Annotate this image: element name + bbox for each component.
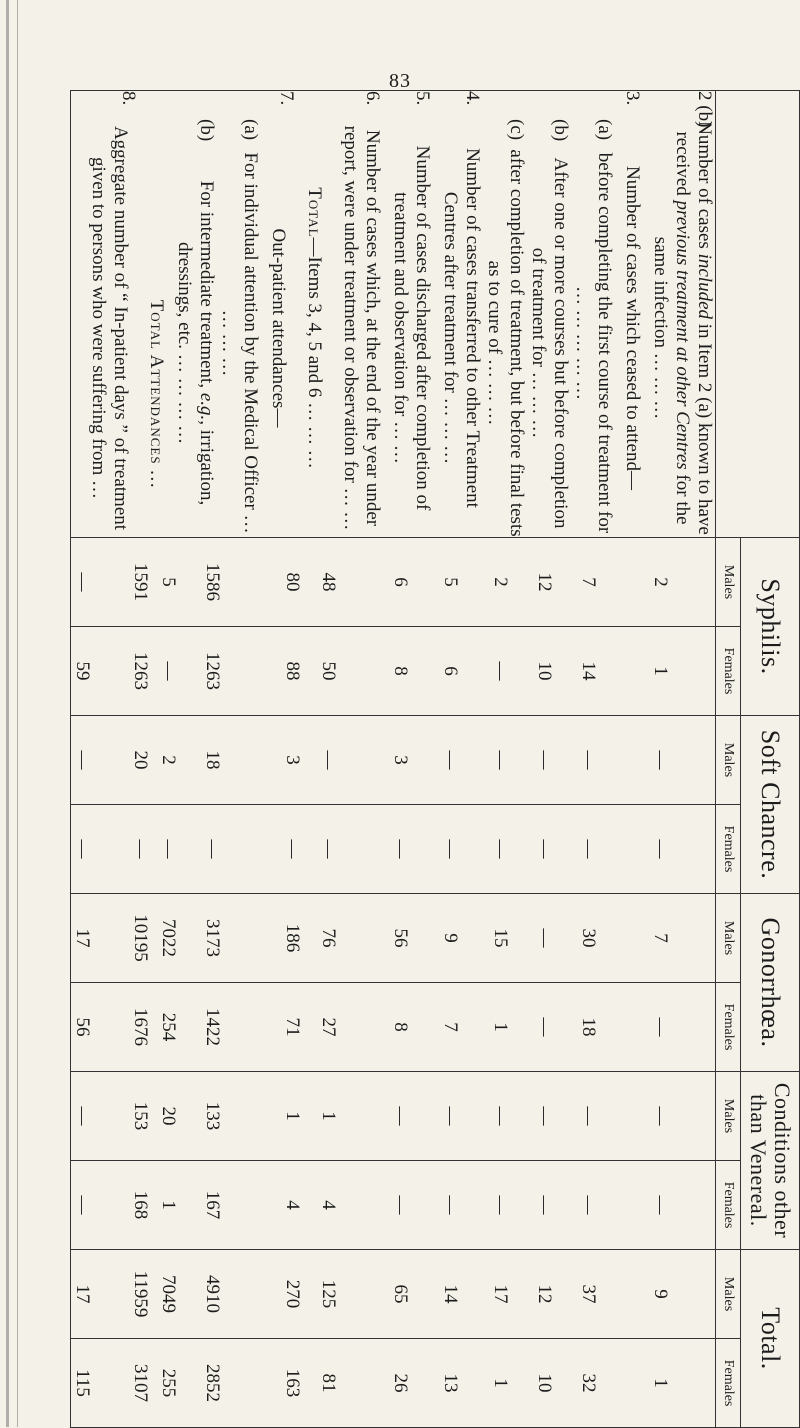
value-cell-r3a: — (578, 1106, 599, 1126)
value-cell-r2b: — (650, 750, 671, 770)
group-header-syphilis: Syphilis. (741, 538, 800, 716)
value-cell-total_att: — (130, 839, 151, 859)
value-cell-total_att: 1591 (130, 563, 151, 601)
column-gonorrhoea-females (71, 983, 716, 1072)
value-cell-r6: 125 (318, 1279, 339, 1309)
value-cell-r5: 26 (390, 1373, 411, 1393)
value-cell-r7b: — (158, 661, 179, 681)
value-cell-r3a: 7 (578, 577, 599, 587)
subheader-females: Females (716, 1161, 741, 1250)
row-2b: 2 (b) Number of cases included in Item 2 (a) known to have received previous treatment at other Centres for the same infection … … … (650, 91, 715, 535)
column-soft-chancre-males (71, 716, 716, 805)
value-cell-r2b: 2 (650, 577, 671, 587)
value-cell-r7b: 7049 (158, 1275, 179, 1314)
value-cell-r3c: — (490, 839, 511, 859)
value-cell-r7a: 1422 (202, 1008, 223, 1046)
value-cell-r8: 17 (72, 928, 93, 948)
subheader-males: Males (716, 538, 741, 627)
value-cell-r3b: — (534, 1106, 555, 1126)
value-cell-r7b: 2 (158, 755, 179, 765)
value-cell-total: 270 (282, 1279, 303, 1309)
value-cell-r3b: — (534, 1017, 555, 1037)
value-cell-r6: — (318, 839, 339, 859)
value-cell-r3a: 32 (578, 1373, 599, 1393)
value-cell-r7b: 7022 (158, 919, 179, 957)
row-7b: (b) For intermediate treatment, e.g., irrigation, dressings, etc. … … … … (174, 119, 217, 506)
value-cell-r3a: 37 (578, 1284, 599, 1304)
value-cell-r6: 81 (318, 1373, 339, 1393)
value-cell-r3a: — (578, 750, 599, 770)
value-cell-r7a: 133 (202, 1101, 223, 1131)
value-cell-r3a: — (578, 1195, 599, 1215)
value-cell-r3c: 17 (490, 1284, 511, 1304)
subheader-females: Females (716, 805, 741, 894)
value-cell-r7a: 1263 (202, 652, 223, 690)
subheader-males: Males (716, 716, 741, 805)
value-cell-r3a: 30 (578, 928, 599, 948)
column-total-males (71, 1250, 716, 1339)
value-cell-r3b: 10 (534, 1373, 555, 1393)
subheader-males: Males (716, 894, 741, 983)
value-cell-r7a: 18 (202, 750, 223, 770)
value-cell-r3c: — (490, 1106, 511, 1126)
value-cell-r5: 65 (390, 1284, 411, 1304)
value-cell-r7a: 3173 (202, 919, 223, 957)
value-cell-r7b: 1 (158, 1200, 179, 1210)
column-soft-chancre-females (71, 805, 716, 894)
value-cell-r4: — (440, 839, 461, 859)
value-cell-total: 3 (282, 755, 303, 765)
row-4: 4. Number of cases transferred to other Treatment Centres after treatment for … … … (440, 91, 483, 508)
value-cell-r8: 56 (72, 1017, 93, 1037)
value-cell-r6: 27 (318, 1017, 339, 1037)
value-cell-total: 163 (282, 1368, 303, 1398)
value-cell-r8: 59 (72, 661, 93, 681)
value-cell-r3c: 2 (490, 577, 511, 587)
value-cell-total_att: 1263 (130, 652, 151, 690)
value-cell-r4: — (440, 1106, 461, 1126)
value-cell-r7a: 167 (202, 1190, 223, 1220)
value-cell-r7b: 20 (158, 1106, 179, 1126)
value-cell-r3c: 1 (490, 1022, 511, 1032)
value-cell-r7a: 2852 (202, 1364, 223, 1403)
value-cell-r7a: — (202, 839, 223, 859)
row-total-items: Total—Items 3, 4, 5 and 6 … … … (304, 187, 325, 469)
value-cell-r3b: 12 (534, 572, 555, 592)
value-cell-r5: — (390, 1106, 411, 1126)
column-other-conditions-females (71, 1161, 716, 1250)
value-cell-total_att: 3107 (130, 1364, 151, 1403)
value-cell-r5: 8 (390, 1022, 411, 1032)
value-cell-r4: — (440, 1195, 461, 1215)
row-6: 6. Number of cases which, at the end of the year under report, were under treatment or observation for … … (340, 91, 383, 531)
value-cell-r2b: 1 (650, 1378, 671, 1388)
value-cell-r3c: — (490, 661, 511, 681)
row-7a: (a) For individual attention by the Medical Officer … … … … (218, 119, 261, 534)
value-cell-r2b: — (650, 1195, 671, 1215)
value-cell-r5: 56 (390, 928, 411, 948)
value-cell-r3c: 1 (490, 1378, 511, 1388)
column-syphilis-males (71, 538, 716, 627)
subheader-females: Females (716, 1339, 741, 1428)
column-syphilis-females (71, 627, 716, 716)
value-cell-total: 4 (282, 1200, 303, 1210)
value-cell-total: 88 (282, 661, 303, 681)
value-cell-r3c: 15 (490, 928, 511, 948)
statistics-table (70, 90, 800, 1428)
value-cell-r4: 7 (440, 1022, 461, 1032)
value-cell-r3a: 18 (578, 1017, 599, 1037)
value-cell-r3b: — (534, 928, 555, 948)
value-cell-total: 1 (282, 1111, 303, 1121)
subheader-males: Males (716, 1250, 741, 1339)
column-total-females (71, 1339, 716, 1428)
value-cell-total: 71 (282, 1017, 303, 1037)
value-cell-r4: 14 (440, 1284, 461, 1304)
column-gonorrhoea-males (71, 894, 716, 983)
value-cell-total: — (282, 839, 303, 859)
value-cell-total_att: 10195 (130, 914, 151, 962)
value-cell-r8: — (72, 1195, 93, 1215)
value-cell-r5: — (390, 839, 411, 859)
row-3a: (a) before completing the first course of treatment for … … … … … (572, 119, 615, 534)
page-edge-rule (6, 0, 9, 1427)
value-cell-r6: 1 (318, 1111, 339, 1121)
group-header-other-conditions: Conditions other than Venereal. (741, 1072, 800, 1250)
value-cell-r3b: — (534, 750, 555, 770)
group-header-gonorrhoea: Gonorrhœa. (741, 894, 800, 1072)
value-cell-r2b: — (650, 1017, 671, 1037)
page-number: 83 (389, 70, 411, 92)
value-cell-r8: 115 (72, 1369, 93, 1397)
row-total-attendances: Total Attendances … (146, 299, 167, 489)
value-cell-r4: 6 (440, 666, 461, 676)
description-header (716, 91, 800, 538)
value-cell-total_att: 20 (130, 750, 151, 770)
value-cell-total_att: 1676 (130, 1008, 151, 1046)
value-cell-r2b: 1 (650, 666, 671, 676)
rotated-table-wrapper (72, 90, 800, 1427)
value-cell-r3a: 14 (578, 661, 599, 681)
value-cell-r5: 6 (390, 577, 411, 587)
value-cell-r8: — (72, 1106, 93, 1126)
value-cell-r5: 8 (390, 666, 411, 676)
value-cell-r6: 50 (318, 661, 339, 681)
value-cell-r7a: 4910 (202, 1275, 223, 1314)
value-cell-r2b: — (650, 839, 671, 859)
value-cell-r2b: — (650, 1106, 671, 1126)
value-cell-r4: 5 (440, 577, 461, 587)
value-cell-r7b: 5 (158, 577, 179, 587)
value-cell-r4: 9 (440, 933, 461, 943)
row-descriptions (71, 91, 716, 538)
column-other-conditions-males (71, 1072, 716, 1161)
row-8: 8. Aggregate number of “ In-patient days ” of treatment given to persons who were suffering from … (88, 91, 139, 531)
page-edge-rule-thin (17, 0, 18, 1427)
value-cell-r8: — (72, 572, 93, 592)
value-cell-r2b: 7 (650, 933, 671, 943)
value-cell-r6: 4 (318, 1200, 339, 1210)
value-cell-r8: 17 (72, 1284, 93, 1304)
value-cell-r8: — (72, 839, 93, 859)
value-cell-r3b: 12 (534, 1284, 555, 1304)
subheader-females: Females (716, 627, 741, 716)
row-7: 7. Out-patient attendances— (268, 91, 297, 428)
value-cell-r4: — (440, 750, 461, 770)
value-cell-r3c: — (490, 750, 511, 770)
subheader-females: Females (716, 983, 741, 1072)
value-cell-r7b: — (158, 839, 179, 859)
value-cell-r6: 48 (318, 572, 339, 592)
value-cell-r3b: 10 (534, 661, 555, 681)
group-header-total: Total. (741, 1250, 800, 1428)
value-cell-r3c: — (490, 1195, 511, 1215)
value-cell-r7a: 1586 (202, 563, 223, 601)
value-cell-total: 80 (282, 572, 303, 592)
value-cell-r6: 76 (318, 928, 339, 948)
value-cell-r8: — (72, 750, 93, 770)
value-cell-total_att: 153 (130, 1101, 151, 1131)
value-cell-r4: 13 (440, 1373, 461, 1393)
value-cell-total_att: 11959 (130, 1270, 151, 1318)
subheader-males: Males (716, 1072, 741, 1161)
value-cell-r3b: — (534, 839, 555, 859)
value-cell-r7b: 254 (158, 1012, 179, 1042)
value-cell-r5: 3 (390, 755, 411, 765)
value-cell-r5: — (390, 1195, 411, 1215)
value-cell-r3a: — (578, 839, 599, 859)
group-header-soft-chancre: Soft Chancre. (741, 716, 800, 894)
row-5: 5. Number of cases discharged after completion of treatment and observation for … … (390, 91, 433, 511)
value-cell-r7b: 255 (158, 1368, 179, 1398)
value-cell-total_att: 168 (130, 1190, 151, 1220)
value-cell-total: 186 (282, 923, 303, 953)
value-cell-r2b: 9 (650, 1289, 671, 1299)
value-cell-r6: — (318, 750, 339, 770)
row-3c: (c) after completion of treatment, but before final tests as to cure of … … … (484, 119, 527, 537)
row-3b: (b) After one or more courses but before completion of treatment for … … … (528, 119, 571, 529)
row-3: 3. Number of cases which ceased to attend— (622, 91, 643, 490)
value-cell-r3b: — (534, 1195, 555, 1215)
